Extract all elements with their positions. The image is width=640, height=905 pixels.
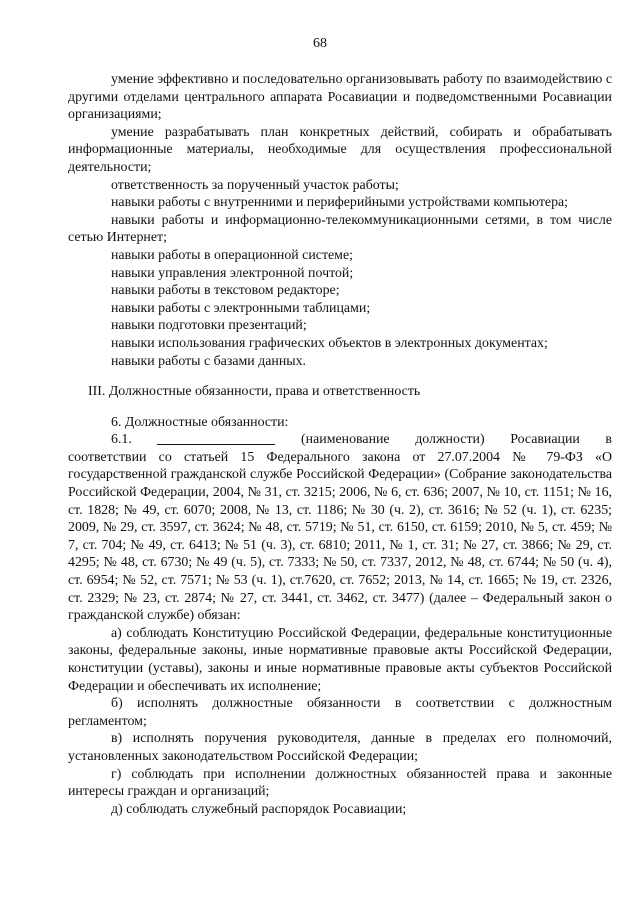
position-name-blank <box>157 431 275 445</box>
clause-word: (наименование <box>301 432 390 448</box>
skill-item: умение эффективно и последовательно организовывать работу по взаимодействию с другими отделами центрального аппарата Росавиации и подведомственными Росавиации организациями; <box>68 72 612 123</box>
clause-number: 6.1. <box>111 432 132 448</box>
section-heading: III. Должностные обязанности, права и ответственность <box>88 384 421 400</box>
obligation-item: г) соблюдать при исполнении должностных обязанностей права и законные интересы граждан и организаций; <box>68 766 612 800</box>
obligation-item: д) соблюдать служебный распорядок Росавиации; <box>111 801 407 817</box>
document-body <box>68 71 612 818</box>
clause-first-line <box>68 431 612 449</box>
skill-item: навыки работы с базами данных. <box>111 353 307 369</box>
obligation-item: а) соблюдать Конституцию Российской Федерации, федеральные конституционные законы, федеральные законы, иные нормативные правовые акты Российской Федерации, конституции (уставы), законы и иные нормативные правовые акты субъектов Российской Федерации и обеспечивать их исполнение; <box>68 625 612 694</box>
skill-item: навыки работы и информационно-телекоммуникационными сетями, в том числе сетью Интернет; <box>68 212 612 246</box>
skill-item: навыки работы с электронными таблицами; <box>111 300 371 316</box>
skill-item: навыки работы с внутренними и периферийными устройствами компьютера; <box>111 195 569 211</box>
skill-item: навыки использования графических объектов в электронных документах; <box>111 335 548 351</box>
skill-item: навыки работы в текстовом редакторе; <box>111 283 340 299</box>
skill-item: умение разрабатывать план конкретных действий, собирать и обрабатывать информационные материалы, необходимые для осуществления профессиональной деятельности; <box>68 124 612 175</box>
skill-item: навыки управления электронной почтой; <box>111 265 354 281</box>
clause-word: в <box>605 432 612 448</box>
skill-item: навыки работы в операционной системе; <box>111 247 353 263</box>
skill-item: навыки подготовки презентаций; <box>111 318 307 334</box>
clause-word: должности) <box>415 432 485 448</box>
clause-word: Росавиации <box>510 432 580 448</box>
obligation-item: б) исполнять должностные обязанности в соответствии с должностным регламентом; <box>68 696 612 729</box>
duties-title: 6. Должностные обязанности: <box>111 414 289 430</box>
page-number: 68 <box>313 36 327 51</box>
clause-text: соответствии со статьей 15 Федерального закона от 27.07.2004 № 79-ФЗ «О государственной гражданской службе Российской Федерации» (Собрание законодательства Российской Федерации, 2004, № 31, ст. 3215; 2006, № 6, ст. 636; 2007, № 10, ст. 1151; № 16, ст. 1828; № 49, ст. 6070; 2008, № 13, ст. 1186; № 30 (ч. 2), ст. 3616; № 52 (ч. 1), ст. 6235; 2009, № 29, ст. 3597, ст. 3624; № 48, ст. 5719; № 51, ст. 6150, ст. 6159; 2010, № 5, ст. 459; № 7, ст. 704; № 49, ст. 6413; № 51 (ч. 3), ст. 6810; 2011, № 1, ст. 31; № 27, ст. 3866; № 29, ст. 4295; № 48, ст. 6730; № 49 (ч. 5), ст. 7333; № 50, ст. 7337, 2012, № 48, ст. 6744; № 50 (ч. 4), ст. 6954; № 52, ст. 7571; № 53 (ч. 1), ст.7620, ст. 7652; 2013, № 14, ст. 1665; № 19, ст. 2326, ст. 2329; № 23, ст. 2874; № 27, ст. 3441, ст. 3462, ст. 3477) (далее – Федеральный закон о гражданской службе) обязан: <box>68 449 612 624</box>
skill-item: ответственность за порученный участок работы; <box>111 177 399 193</box>
obligation-item: в) исполнять поручения руководителя, данные в пределах его полномочий, установленных законодательством Российской Федерации; <box>68 731 612 764</box>
